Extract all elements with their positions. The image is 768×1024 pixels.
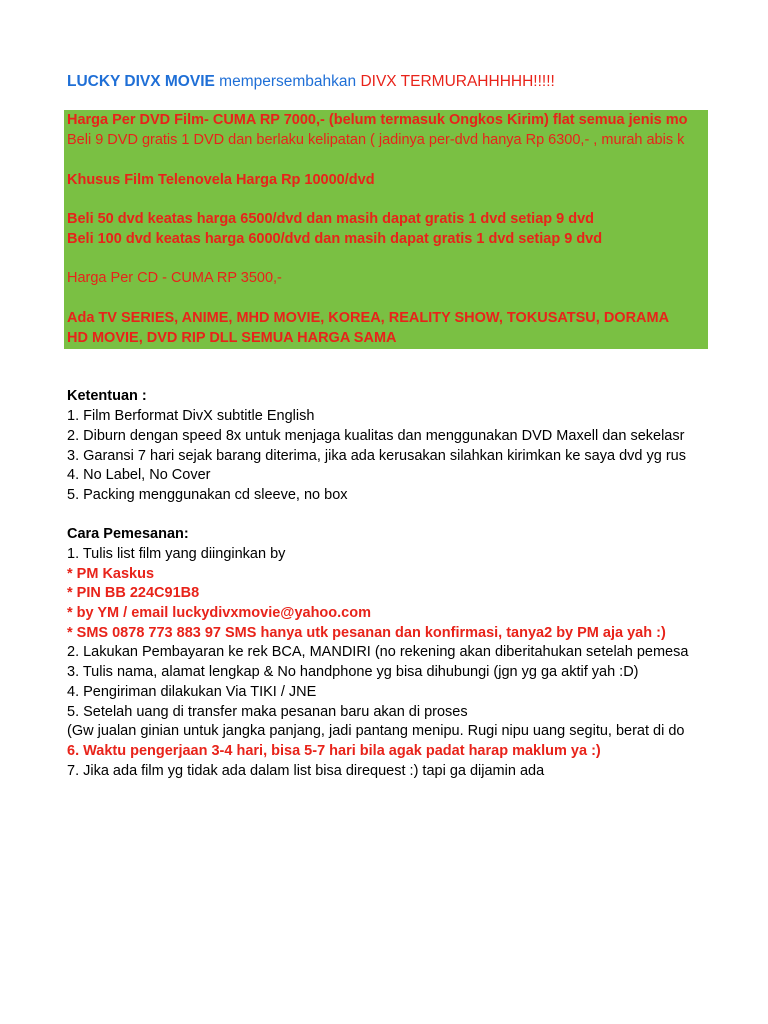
promo-box — [64, 110, 708, 349]
contact-kaskus: * PM Kaskus — [67, 566, 155, 582]
promo-cd-price: Harga Per CD - CUMA RP 3500,- — [67, 270, 282, 286]
pemesanan-step-4: 4. Pengiriman dilakukan Via TIKI / JNE — [67, 684, 317, 700]
title-connector: mempersembahkan — [219, 73, 357, 90]
pemesanan-step-2: 2. Lakukan Pembayaran ke rek BCA, MANDIRI (no rekening akan diberitahukan setelah pemesa — [67, 644, 689, 660]
ketentuan-item: 5. Packing menggunakan cd sleeve, no box — [67, 487, 348, 503]
title-tagline: DIVX TERMURAHHHHH!!!!! — [360, 73, 555, 90]
promo-genres-cont: HD MOVIE, DVD RIP DLL SEMUA HARGA SAMA — [67, 330, 397, 346]
contact-sms: * SMS 0878 773 883 97 SMS hanya utk pesanan dan konfirmasi, tanya2 by PM aja yah :) — [67, 625, 666, 641]
ketentuan-item: 4. No Label, No Cover — [67, 467, 211, 483]
promo-telenovela: Khusus Film Telenovela Harga Rp 10000/dvd — [67, 172, 375, 188]
contact-email: * by YM / email luckydivxmovie@yahoo.com — [67, 605, 371, 621]
pemesanan-note: (Gw jualan ginian untuk jangka panjang, jadi pantang menipu. Rugi nipu uang segitu, berat di do — [67, 723, 685, 739]
pemesanan-step-5: 5. Setelah uang di transfer maka pesanan baru akan di proses — [67, 704, 468, 720]
pemesanan-step-6: 6. Waktu pengerjaan 3-4 hari, bisa 5-7 hari bila agak padat harap maklum ya :) — [67, 743, 601, 759]
ketentuan-heading: Ketentuan : — [67, 388, 147, 404]
page-title — [67, 73, 555, 93]
contact-pin-bb: * PIN BB 224C91B8 — [67, 585, 200, 601]
pemesanan-heading: Cara Pemesanan: — [67, 526, 189, 542]
promo-bulk-100: Beli 100 dvd keatas harga 6000/dvd dan masih dapat gratis 1 dvd setiap 9 dvd — [67, 231, 603, 247]
brand-name: LUCKY DIVX MOVIE — [67, 73, 215, 90]
ketentuan-item: 2. Diburn dengan speed 8x untuk menjaga kualitas dan menggunakan DVD Maxell dan sekelasr — [67, 428, 685, 444]
promo-bulk-50: Beli 50 dvd keatas harga 6500/dvd dan masih dapat gratis 1 dvd setiap 9 dvd — [67, 211, 595, 227]
promo-dvd-price: Harga Per DVD Film- CUMA RP 7000,- (belum termasuk Ongkos Kirim) flat semua jenis mo — [67, 112, 688, 128]
ketentuan-item: 1. Film Berformat DivX subtitle English — [67, 408, 315, 424]
promo-bonus: Beli 9 DVD gratis 1 DVD dan berlaku kelipatan ( jadinya per-dvd hanya Rp 6300,- , murah abis k — [67, 132, 685, 148]
pemesanan-step-7: 7. Jika ada film yg tidak ada dalam list bisa direquest :) tapi ga dijamin ada — [67, 763, 545, 779]
pemesanan-step-1: 1. Tulis list film yang diinginkan by — [67, 546, 286, 562]
promo-genres: Ada TV SERIES, ANIME, MHD MOVIE, KOREA, REALITY SHOW, TOKUSATSU, DORAMA — [67, 310, 670, 326]
pemesanan-step-3: 3. Tulis nama, alamat lengkap & No handphone yg bisa dihubungi (jgn yg ga aktif yah :D) — [67, 664, 639, 680]
ketentuan-item: 3. Garansi 7 hari sejak barang diterima, jika ada kerusakan silahkan kirimkan ke saya dvd yg rus — [67, 448, 686, 464]
